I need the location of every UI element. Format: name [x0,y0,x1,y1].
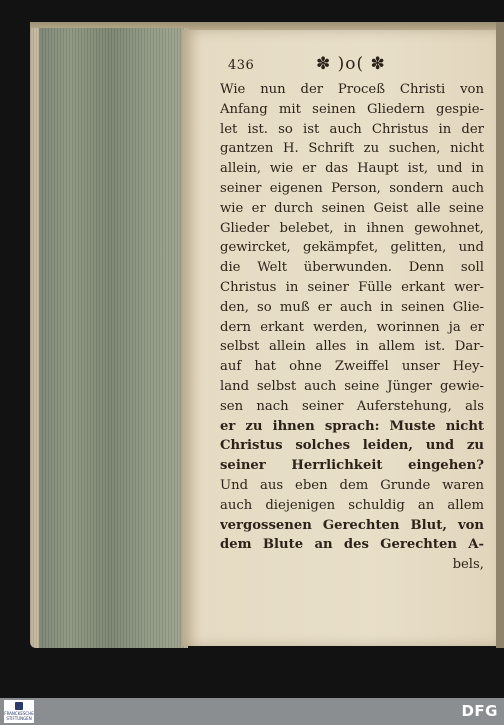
text-line: seiner Herrlichkeit eingehen? [220,458,484,474]
printed-page [182,30,496,646]
text-line: Und aus eben dem Grunde waren [220,477,484,493]
logo-caption: FRANCKESCHE STIFTUNGEN [4,711,34,721]
text-line: Glieder belebet, in ihnen gewohnet, [220,220,484,236]
text-line: er zu ihnen sprach: Muste nicht [220,418,484,434]
text-line: Anfang mit seinen Gliedern gespie- [220,101,484,117]
text-line: den, so muß er auch in seinen Glie- [220,299,484,315]
page-text-block [220,80,484,575]
franckesche-stiftungen-logo [4,700,34,723]
header-ornament: ✽ )o( ✽ [316,54,386,74]
text-line: sen nach seiner Auferstehung, als [220,398,484,414]
text-line: die Welt überwunden. Denn soll [220,260,484,276]
crest-icon [15,702,23,710]
text-line: allein, wie er das Haupt ist, und in [220,161,484,177]
text-line: Wie nun der Proceß Christi von [220,82,484,97]
text-line: land selbst auch seine Jünger gewie- [220,378,484,394]
dfg-logo: DFG [461,702,498,720]
footer-bar [0,698,504,725]
text-line: selbst allein alles in allem ist. Dar- [220,339,484,355]
text-line: seiner eigenen Person, sondern auch [220,180,484,196]
text-line: gantzen H. Schrift zu suchen, nicht [220,141,484,157]
text-line: gewircket, gekämpfet, gelitten, und [220,240,484,256]
text-line: auch diejenigen schuldig an allem [220,497,484,513]
book-right-edge [496,22,504,648]
text-line: dem Blute an des Gerechten A- [220,537,484,553]
text-line: auf hat ohne Zweiffel unser Hey- [220,359,484,375]
text-line: Christus solches leiden, und zu [220,438,484,454]
book-page-stack [30,28,188,648]
text-line: Christus in seiner Fülle erkant wer- [220,279,484,295]
text-line: bels, [452,557,484,573]
text-line: vergossenen Gerechten Blut, von [220,517,484,533]
text-line: dern erkant werden, worinnen ja er [220,319,484,335]
text-line: let ist. so ist auch Christus in der [220,121,484,137]
text-line: wie er durch seinen Geist alle seine [220,200,484,216]
page-number: 436 [228,58,255,73]
